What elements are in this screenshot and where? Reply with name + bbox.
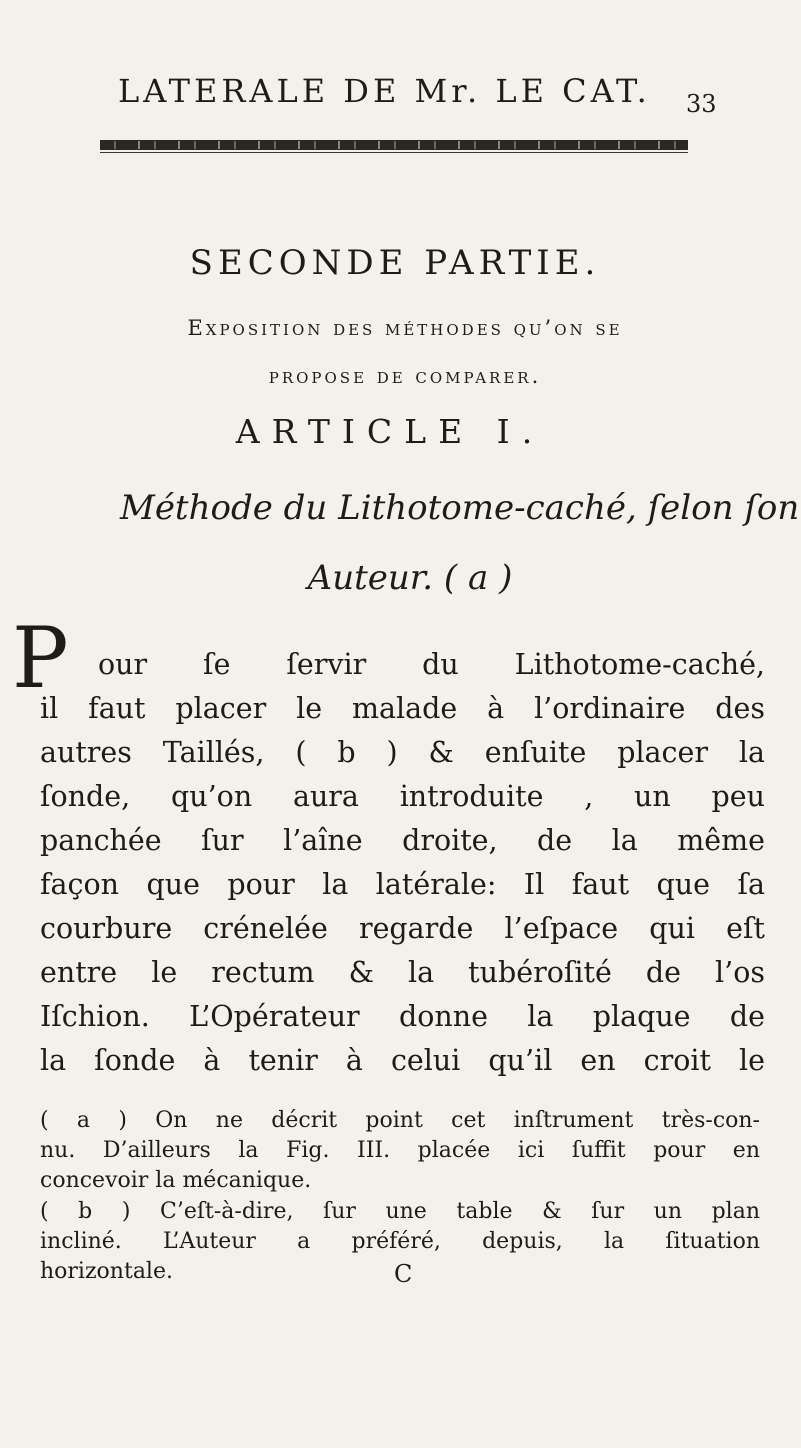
body-line: panchée ſur l’aîne droite, de la même [40,824,765,857]
footnote-line: incliné. L’Auteur a préféré, depuis, la ſituation [40,1229,760,1254]
body-line: il faut placer le malade à l’ordinaire des [40,692,765,725]
subtitle-line: propose de comparer. [268,364,542,388]
part-title: SECONDE PARTIE. [189,243,601,283]
body-line: ſonde, qu’on aura introduite , un peu [40,780,765,813]
method-title-line: Auteur. ( a ) [307,558,513,598]
body-line: entre le rectum & la tubéroſité de l’os [40,956,765,989]
subtitle-line: Exposition des méthodes qu’on se [187,316,623,340]
rule-divider [100,152,688,153]
footnote-line: concevoir la mécanique. [40,1168,312,1193]
method-title-line: Méthode du Lithotome-caché, ſelon ſon [120,488,800,528]
body-line: courbure crénelée regarde l’eſpace qui eſt [40,912,765,945]
signature-mark: C [394,1260,413,1288]
article-heading: ARTICLE I. [235,412,545,451]
footnote-line: horizontale. [40,1259,173,1284]
body-line: Iſchion. L’Opérateur donne la plaque de [40,1000,765,1033]
body-line: autres Taillés, ( b ) & enſuite placer la [40,736,765,769]
footnote-line: ( a ) On ne décrit point cet inſtrument très-con- [40,1108,760,1133]
page-number: 33 [686,90,717,118]
drop-cap: P [12,609,69,707]
footnote-line: ( b ) C’eſt-à-dire, ſur une table & ſur un plan [40,1199,760,1224]
body-line: façon que pour la latérale: Il faut que ſa [40,868,765,901]
ornamental-rule [100,140,688,150]
running-head: LATERALE DE Mr. LE CAT. [118,72,651,110]
body-line: our ſe ſervir du Lithotome-caché, [98,648,765,681]
body-line: la ſonde à tenir à celui qu’il en croit le [40,1044,765,1077]
footnote-line: nu. D’ailleurs la Fig. III. placée ici ſuffit pour en [40,1138,760,1163]
